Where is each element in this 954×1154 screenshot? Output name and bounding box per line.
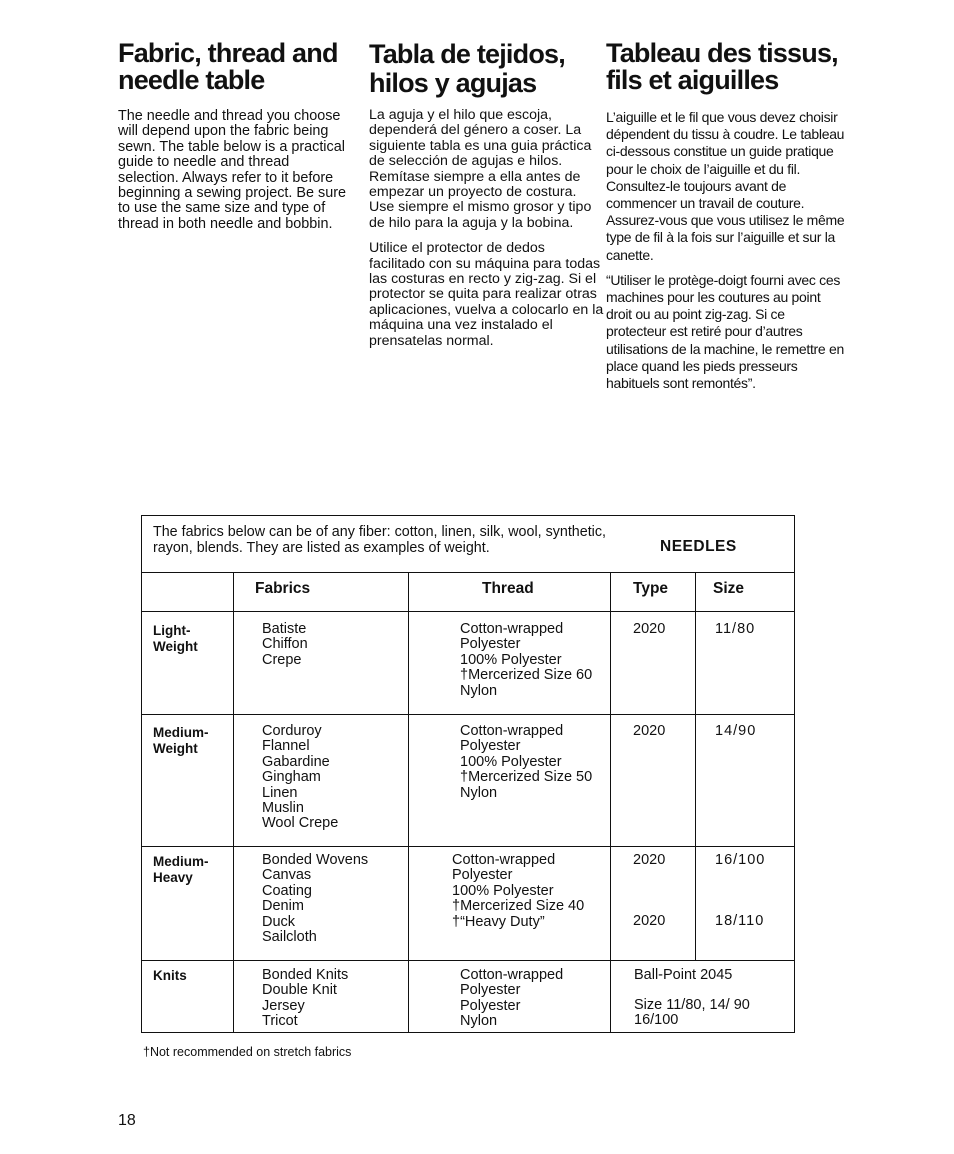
row-divider-2: [142, 846, 794, 847]
type-column-divider: [610, 572, 611, 1033]
thread-header: Thread: [482, 580, 534, 597]
size-cell-medium-heavy-2: 18/110: [715, 913, 765, 929]
footnote: †Not recommended on stretch fabrics: [143, 1045, 352, 1059]
category-light-weight: Light- Weight: [153, 623, 198, 654]
type-cell-medium-weight: 2020: [633, 723, 666, 739]
table-intro: The fabrics below can be of any fiber: cotton, linen, silk, wool, synthetic, rayon, blends. They are listed as examples of weight.: [153, 524, 606, 556]
category-medium-heavy: Medium- Heavy: [153, 854, 209, 885]
row-divider-3: [142, 960, 794, 961]
fabric-thread-needle-table: [141, 515, 795, 1033]
size-cell-medium-heavy: 16/100: [715, 852, 766, 868]
fabrics-column-divider: [233, 572, 234, 1033]
french-paragraph-1: L’aiguille et le fil que vous devez choisir dépendent du tissu à coudre. Le tableau ci-dessous constitue un guide pratique pour le choix de l’aiguille et du fil. Consultez-le toujours avant de commencer un travail de couture. Assurez-vous que vous utilisez le même type de fil à la fois sur l’aiguille et sur la canette.: [606, 109, 845, 263]
spanish-paragraph-1: La aguja y el hilo que escoja, dependerá del género a coser. La siguiente tabla es una guia práctica de selección de agujas e hilos. Remítase siempre a ella antes de empezar un proyecto de costura. Use siempre el mismo grosor y tipo de hilo para la aguja y la bobina.: [369, 107, 592, 231]
fabrics-cell-light-weight: Batiste Chiffon Crepe: [262, 621, 308, 668]
english-column: [118, 40, 353, 232]
needle-size-cell-knits: Size 11/80, 14/ 90 16/100: [634, 997, 750, 1029]
french-title: Tableau des tissus, fils et aiguilles: [606, 38, 838, 95]
type-cell-light-weight: 2020: [633, 621, 666, 637]
thread-column-divider: [408, 572, 409, 1033]
header-bottom-divider: [142, 611, 794, 612]
fabrics-cell-knits: Bonded Knits Double Knit Jersey Tricot: [262, 967, 349, 1030]
type-header: Type: [633, 580, 669, 597]
page-number: 18: [118, 1112, 136, 1129]
row-divider-1: [142, 714, 794, 715]
english-title: Fabric, thread and needle table: [118, 38, 338, 95]
thread-cell-knits: Cotton-wrapped Polyester Polyester Nylon: [460, 967, 564, 1030]
size-cell-medium-weight: 14/90: [715, 723, 757, 739]
category-knits: Knits: [153, 968, 187, 983]
thread-cell-medium-heavy: Cotton-wrapped Polyester 100% Polyester †Mercerized Size 40 †“Heavy Duty”: [452, 852, 585, 930]
thread-cell-medium-weight: Cotton-wrapped Polyester 100% Polyester †Mercerized Size 50 Nylon: [460, 723, 593, 801]
fabrics-cell-medium-heavy: Bonded Wovens Canvas Coating Denim Duck Sailcloth: [262, 852, 369, 946]
size-column-divider: [695, 572, 696, 960]
french-column: [606, 40, 846, 392]
english-paragraph: The needle and thread you choose will depend upon the fabric being sewn. The table below is a practical guide to needle and thread selection. Always refer to it before beginning a sewing project. Be sure to use the same size and type of thread in both needle and bobbin.: [118, 108, 346, 232]
needles-header: NEEDLES: [660, 538, 737, 555]
spanish-paragraph-2: Utilice el protector de dedos facilitado con su máquina para todas las costuras en recto y zig-zag. Si el protector se quita para realizar otras aplicaciones, vuelva a colocarlo en la máquina una vez instalado el prensatelas normal.: [369, 240, 604, 349]
spanish-column: [369, 40, 604, 349]
needle-type-cell-knits: Ball-Point 2045: [634, 967, 733, 983]
header-top-divider: [142, 572, 794, 573]
size-header: Size: [713, 580, 745, 597]
spanish-title: Tabla de tejidos, hilos y agujas: [369, 39, 565, 98]
thread-cell-light-weight: Cotton-wrapped Polyester 100% Polyester †Mercerized Size 60 Nylon: [460, 621, 593, 699]
size-cell-light-weight: 11/80: [715, 621, 756, 637]
category-medium-weight: Medium- Weight: [153, 725, 209, 756]
french-paragraph-2: “Utiliser le protège-doigt fourni avec ces machines pour les coutures au point droit ou au point zig-zag. Si ce protecteur est retiré pour d’autres utilisations de la machine, le remettre en place quand les pieds presseurs habituels sont remontés”.: [606, 271, 844, 392]
type-cell-medium-heavy: 2020: [633, 852, 666, 868]
fabrics-header: Fabrics: [255, 580, 311, 597]
fabrics-cell-medium-weight: Corduroy Flannel Gabardine Gingham Linen Muslin Wool Crepe: [262, 723, 339, 832]
type-cell-medium-heavy-2: 2020: [633, 913, 666, 929]
